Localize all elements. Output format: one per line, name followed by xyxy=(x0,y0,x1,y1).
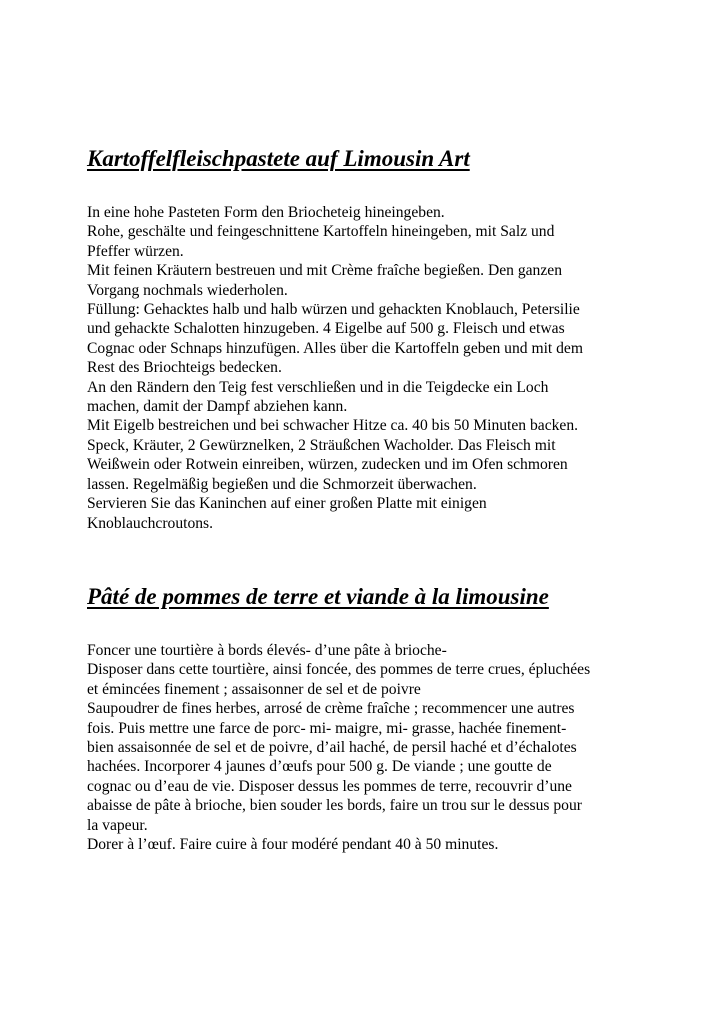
french-recipe-line: Saupoudrer de fines herbes, arrosé de crème fraîche ; recommencer une autres xyxy=(87,700,575,718)
german-recipe-line: Rest des Briochteigs bedecken. xyxy=(87,359,282,377)
french-recipe-line: abaisse de pâte à brioche, bien souder les bords, faire un trou sur le dessus pour xyxy=(87,797,582,815)
french-recipe-line: bien assaisonnée de sel et de poivre, d’ail haché, de persil haché et d’échalotes xyxy=(87,739,577,757)
french-recipe-section xyxy=(87,582,647,854)
french-recipe-line: Foncer une tourtière à bords élevés- d’une pâte à brioche- xyxy=(87,642,447,659)
german-recipe-line: Weißwein oder Rotwein einreiben, würzen, zudecken und im Ofen schmoren xyxy=(87,456,568,474)
french-recipe-line: et émincées finement ; assaisonner de sel et de poivre xyxy=(87,680,421,698)
german-recipe-title: Kartoffelfleischpastete auf Limousin Art xyxy=(87,146,470,171)
german-recipe-line: Mit Eigelb bestreichen und bei schwacher Hitze ca. 40 bis 50 Minuten backen. xyxy=(87,417,579,435)
german-recipe-line: machen, damit der Dampf abziehen kann. xyxy=(87,398,348,416)
german-recipe-body xyxy=(87,203,647,533)
german-recipe-line: Pfeffer würzen. xyxy=(87,242,184,260)
german-recipe-section xyxy=(87,144,647,533)
german-recipe-line: Knoblauchcroutons. xyxy=(87,514,214,532)
french-recipe-line: hachées. Incorporer 4 jaunes d’œufs pour 500 g. De viande ; une goutte de xyxy=(87,758,552,776)
german-recipe-line: An den Rändern den Teig fest verschließen und in die Teigdecke ein Loch xyxy=(87,378,549,396)
german-recipe-line: Speck, Kräuter, 2 Gewürznelken, 2 Sträußchen Wacholder. Das Fleisch mit xyxy=(87,436,556,454)
french-recipe-line: cognac ou d’eau de vie. Disposer dessus les pommes de terre, recouvrir d’une xyxy=(87,777,572,795)
german-recipe-line: Rohe, geschälte und feingeschnittene Kartoffeln hineingeben, mit Salz und xyxy=(87,223,555,241)
german-recipe-line: Füllung: Gehacktes halb und halb würzen und gehackten Knoblauch, Petersilie xyxy=(87,301,580,319)
french-recipe-title: Pâté de pommes de terre et viande à la limousine xyxy=(87,584,549,609)
french-recipe-line: la vapeur. xyxy=(87,816,148,834)
german-recipe-line: Cognac oder Schnaps hinzufügen. Alles über die Kartoffeln geben und mit dem xyxy=(87,339,583,357)
german-recipe-line: und gehackte Schalotten hinzugeben. 4 Eigelbe auf 500 g. Fleisch und etwas xyxy=(87,320,565,338)
german-recipe-line: Vorgang nochmals wiederholen. xyxy=(87,281,288,299)
french-recipe-line: fois. Puis mettre une farce de porc- mi- maigre, mi- grasse, hachée finement- xyxy=(87,719,567,737)
french-recipe-body xyxy=(87,641,647,854)
french-recipe-line: Dorer à l’œuf. Faire cuire à four modéré pendant 40 à 50 minutes. xyxy=(87,836,499,854)
german-recipe-line: Mit feinen Kräutern bestreuen und mit Crème fraîche begießen. Den ganzen xyxy=(87,262,562,280)
german-recipe-line: Servieren Sie das Kaninchen auf einer großen Platte mit einigen xyxy=(87,495,487,513)
german-recipe-line: In eine hohe Pasteten Form den Briocheteig hineingeben. xyxy=(87,204,445,221)
french-recipe-line: Disposer dans cette tourtière, ainsi foncée, des pommes de terre crues, épluchées xyxy=(87,661,591,679)
german-recipe-line: lassen. Regelmäßig begießen und die Schmorzeit überwachen. xyxy=(87,475,477,493)
